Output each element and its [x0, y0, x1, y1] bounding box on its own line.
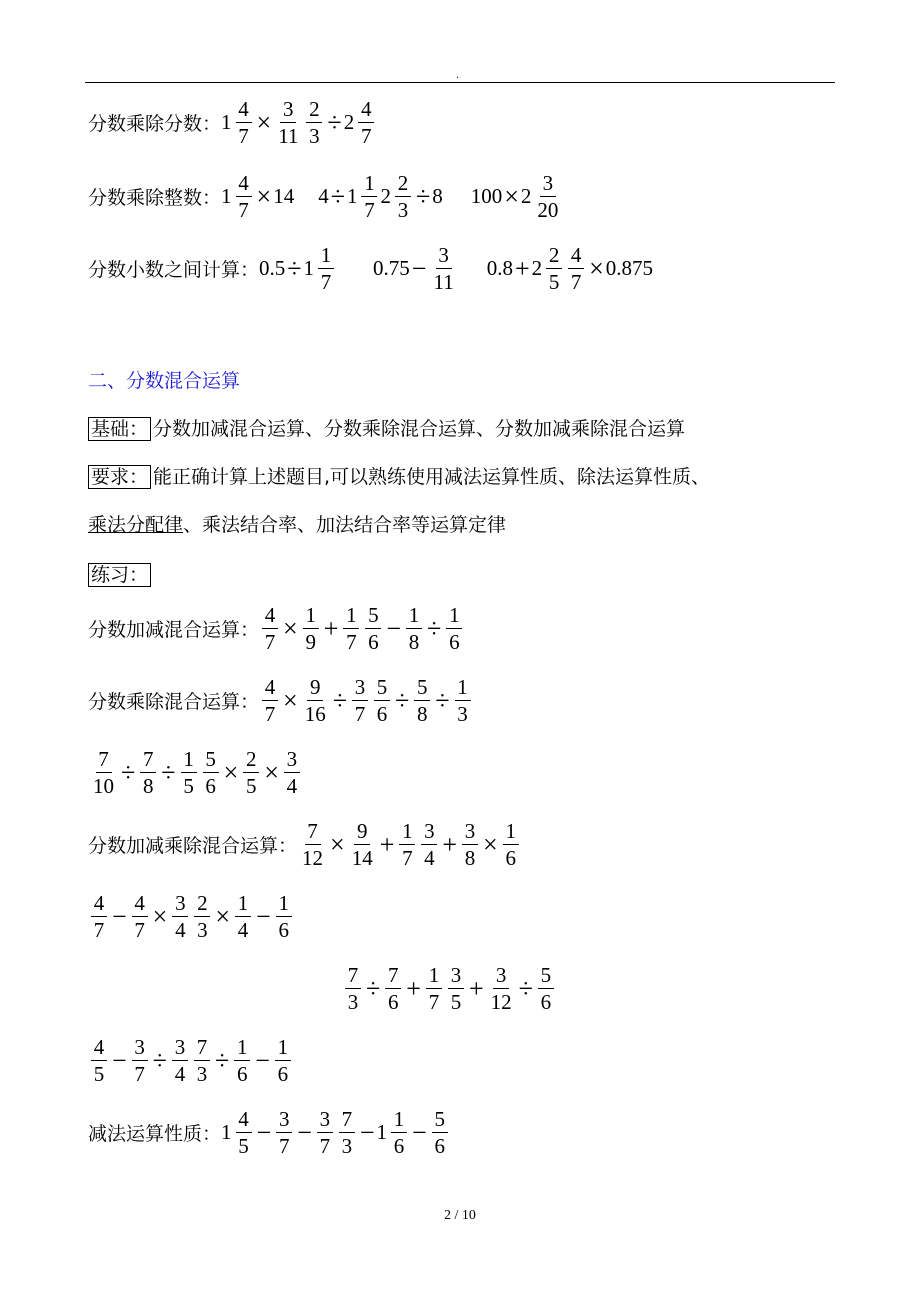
denominator: 7 [346, 630, 357, 655]
denominator: 8 [143, 774, 154, 799]
numerator: 5 [432, 1108, 448, 1133]
numerator: 4 [236, 98, 252, 123]
numerator: 4 [91, 1036, 107, 1061]
denominator: 4 [174, 1062, 186, 1087]
whole-number: 1 [303, 256, 315, 281]
denominator: 7 [360, 124, 372, 149]
divide-sign: ÷ [332, 685, 347, 715]
denominator: 7 [364, 198, 375, 223]
fraction [406, 604, 422, 653]
basis-text: 分数加减混合运算、分数乘除混合运算、分数加减乘除混合运算 [153, 418, 686, 440]
minus-sign: − [411, 253, 427, 283]
numerator: 5 [414, 676, 430, 701]
fraction [91, 892, 107, 941]
whole-number: 2 [531, 256, 543, 281]
fraction [203, 748, 219, 797]
basis-line [88, 414, 685, 441]
line-fraction-decimal [88, 244, 653, 293]
divide-sign: ÷ [152, 1045, 167, 1075]
numerator: 1 [361, 172, 377, 197]
mixed-number [546, 244, 562, 293]
fraction [339, 1108, 355, 1157]
numerator: 1 [276, 892, 292, 917]
page-number: 2 / 10 [444, 1208, 476, 1223]
numerator: 5 [538, 964, 554, 989]
times-sign: × [215, 901, 231, 931]
divide-sign: ÷ [518, 973, 533, 1003]
fraction [455, 676, 471, 725]
line-four-operations [88, 820, 522, 869]
whole-number: 2 [520, 184, 532, 209]
mixed-number [535, 172, 560, 221]
minus-sign: − [297, 1117, 312, 1147]
problem-label: 分数乘除混合运算： [88, 691, 260, 714]
whole-number: 2 [380, 184, 391, 209]
fraction [374, 676, 390, 725]
numerator: 3 [132, 1036, 148, 1061]
numerator: 3 [276, 1108, 292, 1133]
number: 0.875 [605, 256, 654, 281]
mixed-number [395, 172, 411, 221]
denominator: 3 [397, 198, 409, 223]
numerator: 1 [303, 604, 319, 629]
number: 8 [432, 184, 443, 209]
denominator: 5 [450, 990, 462, 1015]
section-title: 二、分数混合运算 [88, 370, 241, 392]
numerator: 2 [306, 98, 322, 123]
numerator: 7 [385, 964, 401, 989]
whole-number: 2 [343, 110, 355, 135]
line-subtraction-property [88, 1108, 451, 1157]
times-sign: × [283, 613, 298, 643]
number: 4 [318, 184, 329, 209]
numerator: 4 [132, 892, 148, 917]
denominator: 6 [449, 630, 460, 655]
numerator: 3 [280, 98, 296, 123]
denominator: 4 [175, 918, 186, 943]
fraction [352, 676, 368, 725]
line-four-operations-2 [88, 892, 295, 941]
plus-sign: + [514, 253, 530, 283]
denominator: 3 [341, 1134, 353, 1159]
minus-sign: − [256, 1117, 272, 1147]
numerator: 4 [236, 172, 252, 197]
divide-sign: ÷ [287, 253, 302, 283]
whole-number: 1 [346, 184, 358, 209]
denominator: 8 [464, 846, 476, 871]
line-add-subtract-mixed [88, 604, 465, 653]
line-multiply-divide-mixed-2 [88, 748, 303, 797]
fraction [431, 244, 455, 293]
fraction [350, 820, 375, 869]
fraction [276, 1108, 292, 1157]
numerator: 5 [203, 748, 219, 773]
fraction [243, 748, 259, 797]
plus-sign: + [468, 973, 484, 1003]
denominator: 7 [134, 918, 145, 943]
divide-sign: ÷ [121, 757, 136, 787]
divide-sign: ÷ [415, 181, 431, 211]
denominator: 11 [433, 270, 454, 295]
numerator: 3 [462, 820, 478, 845]
minus-sign: − [412, 1117, 427, 1147]
denominator: 11 [278, 124, 299, 149]
denominator: 7 [570, 270, 582, 295]
number: 0.8 [486, 256, 513, 281]
denominator: 8 [417, 702, 428, 727]
line-multiply-divide-mixed [88, 676, 474, 725]
requirement-text: 能正确计算上述题目,可以熟练使用减法运算性质、除法运算性质、 [153, 466, 711, 488]
times-sign: × [152, 901, 168, 931]
fraction [234, 1036, 250, 1085]
divide-sign: ÷ [427, 613, 442, 643]
denominator: 5 [548, 270, 560, 295]
times-sign: × [223, 757, 239, 787]
basis-label: 基础： [88, 417, 151, 441]
whole-number: 1 [221, 110, 232, 135]
mixed-number [318, 244, 334, 293]
denominator: 5 [245, 774, 257, 799]
minus-sign: − [256, 901, 271, 931]
fraction [235, 892, 251, 941]
fraction [194, 1036, 210, 1085]
whole-number: 1 [221, 184, 232, 209]
mixed-number [236, 1108, 252, 1157]
problem-label: 分数加减乘除混合运算： [88, 835, 298, 858]
fraction [262, 676, 278, 725]
distributive-law: 乘法分配律 [88, 514, 184, 536]
fraction [303, 604, 319, 653]
divide-sign: ÷ [394, 685, 410, 715]
numerator: 2 [194, 892, 210, 917]
denominator: 4 [286, 774, 298, 799]
numerator: 4 [262, 604, 278, 629]
requirement-continued [88, 510, 506, 537]
denominator: 16 [304, 702, 326, 727]
denominator: 7 [354, 702, 366, 727]
numerator: 5 [374, 676, 390, 701]
plus-sign: + [406, 973, 421, 1003]
minus-sign: − [112, 901, 127, 931]
denominator: 4 [237, 918, 249, 943]
fraction [172, 892, 188, 941]
fraction [317, 1108, 333, 1157]
problem-label: 分数乘除整数： [88, 187, 222, 210]
header-dot: . [456, 70, 460, 81]
mixed-number [358, 98, 374, 147]
fraction [538, 964, 554, 1013]
number: 0.75 [373, 256, 410, 281]
denominator: 3 [196, 1062, 208, 1087]
denominator: 9 [305, 630, 316, 655]
fraction [448, 964, 464, 1013]
denominator: 6 [368, 630, 379, 655]
denominator: 20 [537, 198, 559, 223]
fraction [503, 820, 519, 869]
divide-sign: ÷ [366, 973, 381, 1003]
numerator: 1 [399, 820, 415, 845]
fraction [262, 604, 278, 653]
denominator: 7 [320, 270, 332, 295]
numerator: 5 [365, 604, 381, 629]
practice-label: 练习： [88, 563, 151, 587]
denominator: 5 [238, 1134, 249, 1159]
numerator: 9 [354, 820, 370, 845]
numerator: 4 [262, 676, 278, 701]
numerator: 7 [194, 1036, 210, 1061]
denominator: 5 [183, 774, 194, 799]
fraction [91, 748, 116, 797]
plus-sign: + [442, 829, 458, 859]
fraction [421, 820, 437, 869]
denominator: 7 [428, 990, 440, 1015]
denominator: 12 [302, 846, 324, 871]
numerator: 7 [96, 748, 112, 773]
numerator: 7 [345, 964, 361, 989]
whole-number: 1 [376, 1120, 388, 1145]
denominator: 4 [424, 846, 435, 871]
fraction [140, 748, 156, 797]
numerator: 1 [503, 820, 519, 845]
denominator: 7 [264, 702, 276, 727]
numerator: 7 [305, 820, 321, 845]
denominator: 7 [278, 1134, 290, 1159]
fraction [132, 1036, 148, 1085]
line-multiply-divide-integers [88, 172, 563, 221]
times-sign: × [330, 829, 345, 859]
fraction [284, 748, 300, 797]
denominator: 3 [457, 702, 468, 727]
mixed-number [236, 172, 252, 221]
denominator: 6 [205, 774, 216, 799]
fraction [91, 1036, 107, 1085]
numerator: 4 [358, 98, 374, 123]
times-sign: × [283, 685, 298, 715]
denominator: 6 [236, 1062, 248, 1087]
requirement-rest: 、乘法结合率、加法结合率等运算定律 [183, 514, 507, 536]
problem-label: 分数小数之间计算： [88, 259, 260, 282]
numerator: 3 [172, 892, 188, 917]
denominator: 6 [540, 990, 552, 1015]
fraction [303, 676, 328, 725]
denominator: 8 [408, 630, 420, 655]
denominator: 7 [264, 630, 276, 655]
practice-line [88, 560, 153, 587]
divide-sign: ÷ [330, 181, 345, 211]
mixed-number [391, 1108, 407, 1157]
numerator: 1 [455, 676, 471, 701]
denominator: 3 [309, 124, 320, 149]
numerator: 1 [343, 604, 359, 629]
times-sign: × [264, 757, 279, 787]
mixed-number [236, 98, 252, 147]
denominator: 7 [93, 918, 105, 943]
numerator: 2 [243, 748, 259, 773]
denominator: 10 [93, 774, 114, 799]
fraction [132, 892, 148, 941]
numerator: 3 [540, 172, 556, 197]
problem-label: 分数加减混合运算： [88, 619, 260, 642]
requirement-label: 要求： [88, 465, 151, 489]
times-sign: × [483, 829, 498, 859]
fraction [276, 892, 292, 941]
number: 100 [470, 184, 503, 209]
numerator: 1 [181, 748, 197, 773]
fraction [462, 820, 478, 869]
numerator: 1 [275, 1036, 291, 1061]
number: 0.5 [259, 256, 286, 281]
fraction [399, 820, 415, 869]
minus-sign: − [359, 1117, 375, 1147]
numerator: 3 [284, 748, 300, 773]
problem-label: 分数乘除分数： [88, 113, 222, 136]
denominator: 6 [277, 1062, 289, 1087]
plus-sign: + [323, 613, 339, 643]
fraction [300, 820, 325, 869]
times-sign: × [504, 181, 519, 211]
numerator: 1 [426, 964, 442, 989]
denominator: 12 [490, 990, 512, 1015]
times-sign: × [256, 107, 272, 137]
fraction [489, 964, 514, 1013]
divide-sign: ÷ [161, 757, 176, 787]
number: 14 [273, 184, 295, 209]
numerator: 1 [234, 1036, 250, 1061]
numerator: 1 [406, 604, 422, 629]
fraction [345, 964, 361, 1013]
divide-sign: ÷ [327, 107, 342, 137]
denominator: 7 [402, 846, 413, 871]
divide-sign: ÷ [435, 685, 450, 715]
fraction [194, 892, 210, 941]
denominator: 6 [434, 1134, 445, 1159]
numerator: 4 [91, 892, 107, 917]
denominator: 6 [376, 702, 388, 727]
numerator: 7 [140, 748, 156, 773]
minus-sign: − [386, 613, 402, 643]
numerator: 3 [317, 1108, 333, 1133]
denominator: 6 [505, 846, 516, 871]
numerator: 3 [448, 964, 464, 989]
fraction [385, 964, 401, 1013]
fraction [276, 98, 300, 147]
denominator: 3 [197, 918, 208, 943]
numerator: 2 [546, 244, 562, 269]
fraction [446, 604, 462, 653]
numerator: 3 [493, 964, 509, 989]
numerator: 4 [236, 1108, 252, 1133]
denominator: 14 [351, 846, 373, 871]
fraction [172, 1036, 188, 1085]
denominator: 6 [388, 990, 399, 1015]
plus-sign: + [379, 829, 395, 859]
denominator: 3 [347, 990, 359, 1015]
requirement-line [88, 462, 710, 489]
numerator: 4 [568, 244, 584, 269]
denominator: 6 [393, 1134, 405, 1159]
denominator: 7 [134, 1062, 145, 1087]
fraction [343, 604, 359, 653]
fraction [365, 604, 381, 653]
header-rule [85, 82, 835, 83]
numerator: 3 [172, 1036, 188, 1061]
line-four-operations-3 [342, 964, 557, 1013]
numerator: 3 [352, 676, 368, 701]
denominator: 7 [238, 198, 249, 223]
denominator: 7 [238, 124, 249, 149]
mixed-number [361, 172, 377, 221]
numerator: 3 [421, 820, 437, 845]
fraction [568, 244, 584, 293]
whole-number: 1 [221, 1120, 232, 1145]
minus-sign: − [255, 1045, 270, 1075]
numerator: 1 [318, 244, 334, 269]
numerator: 1 [391, 1108, 407, 1133]
line-four-operations-4 [88, 1036, 294, 1085]
times-sign: × [589, 253, 604, 283]
fraction [414, 676, 430, 725]
denominator: 7 [319, 1134, 331, 1159]
problem-label: 减法运算性质： [88, 1123, 222, 1146]
numerator: 1 [446, 604, 462, 629]
numerator: 3 [436, 244, 452, 269]
fraction [181, 748, 197, 797]
line-multiply-divide-fractions [88, 98, 377, 147]
divide-sign: ÷ [214, 1045, 230, 1075]
fraction [426, 964, 442, 1013]
fraction [306, 98, 322, 147]
numerator: 1 [235, 892, 251, 917]
numerator: 7 [339, 1108, 355, 1133]
numerator: 9 [307, 676, 323, 701]
times-sign: × [256, 181, 272, 211]
denominator: 5 [93, 1062, 105, 1087]
numerator: 2 [395, 172, 411, 197]
fraction [432, 1108, 448, 1157]
fraction [275, 1036, 291, 1085]
denominator: 6 [278, 918, 289, 943]
minus-sign: − [112, 1045, 127, 1075]
